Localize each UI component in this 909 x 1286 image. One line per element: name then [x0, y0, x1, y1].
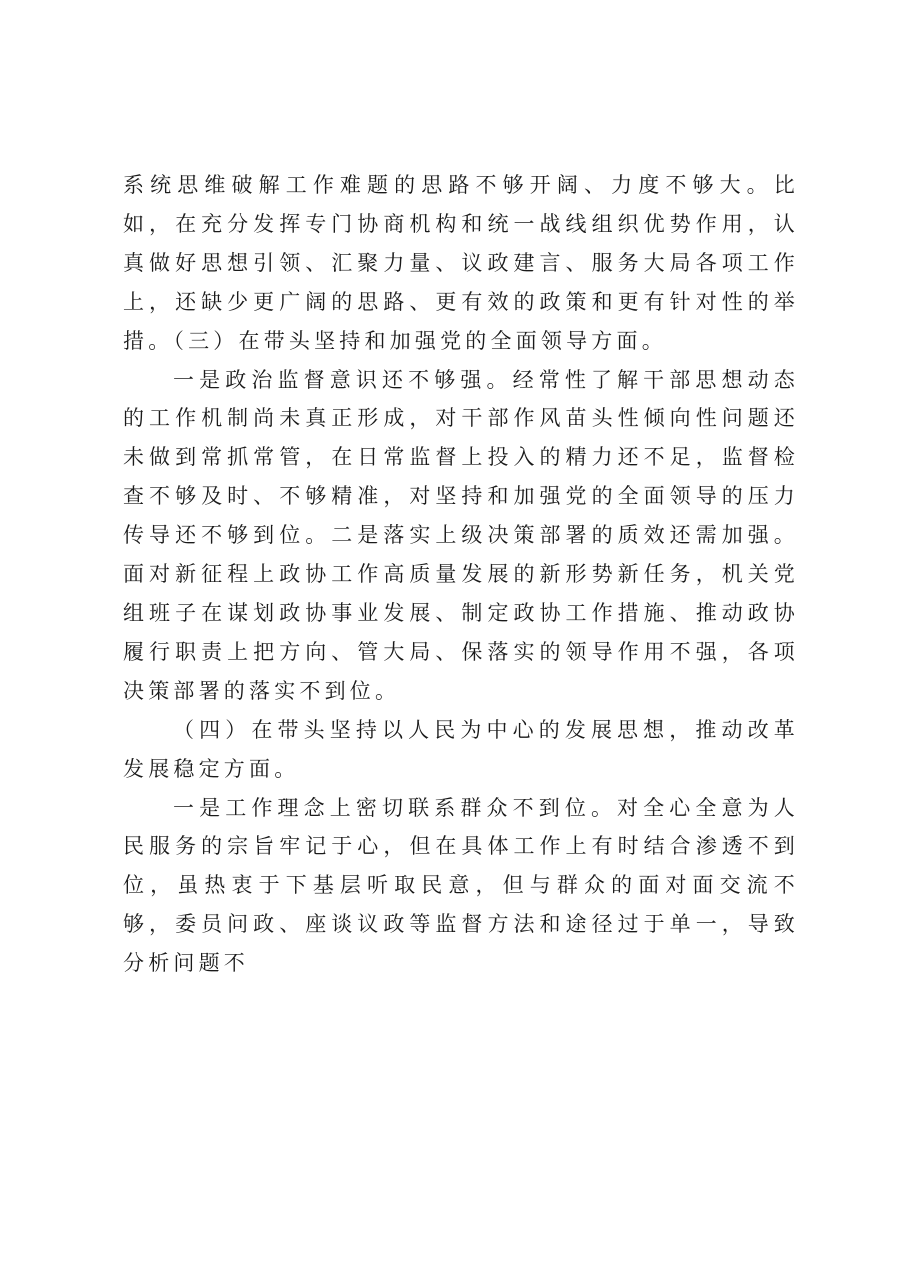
- paragraph-2: 一是政治监督意识还不够强。经常性了解干部思想动态的工作机制尚未真正形成，对干部作风苗头性倾向性问题还未做到常抓常管，在日常监督上投入的精力还不足，监督检查不够及时、不够精准，对坚持和加强党的全面领导的压力传导还不够到位。二是落实上级决策部署的质效还需加强。面对新征程上政协工作高质量发展的新形势新任务，机关党组班子在谋划政协事业发展、制定政协工作措施、推动政协履行职责上把方向、管大局、保落实的领导作用不强，各项决策部署的落实不到位。: [123, 367, 799, 703]
- document-body: [123, 166, 799, 983]
- paragraph-3: （四）在带头坚持以人民为中心的发展思想，推动改革发展稳定方面。: [123, 717, 799, 781]
- paragraph-4: 一是工作理念上密切联系群众不到位。对全心全意为人民服务的宗旨牢记于心，但在具体工作上有时结合渗透不到位，虽热衷于下基层听取民意，但与群众的面对面交流不够，委员问政、座谈议政等监督方法和途径过于单一，导致分析问题不: [123, 795, 799, 976]
- paragraph-1: 系统思维破解工作难题的思路不够开阔、力度不够大。比如，在充分发挥专门协商机构和统一战线组织优势作用，认真做好思想引领、汇聚力量、议政建言、服务大局各项工作上，还缺少更广阔的思路、更有效的政策和更有针对性的举措。（三）在带头坚持和加强党的全面领导方面。: [123, 173, 799, 353]
